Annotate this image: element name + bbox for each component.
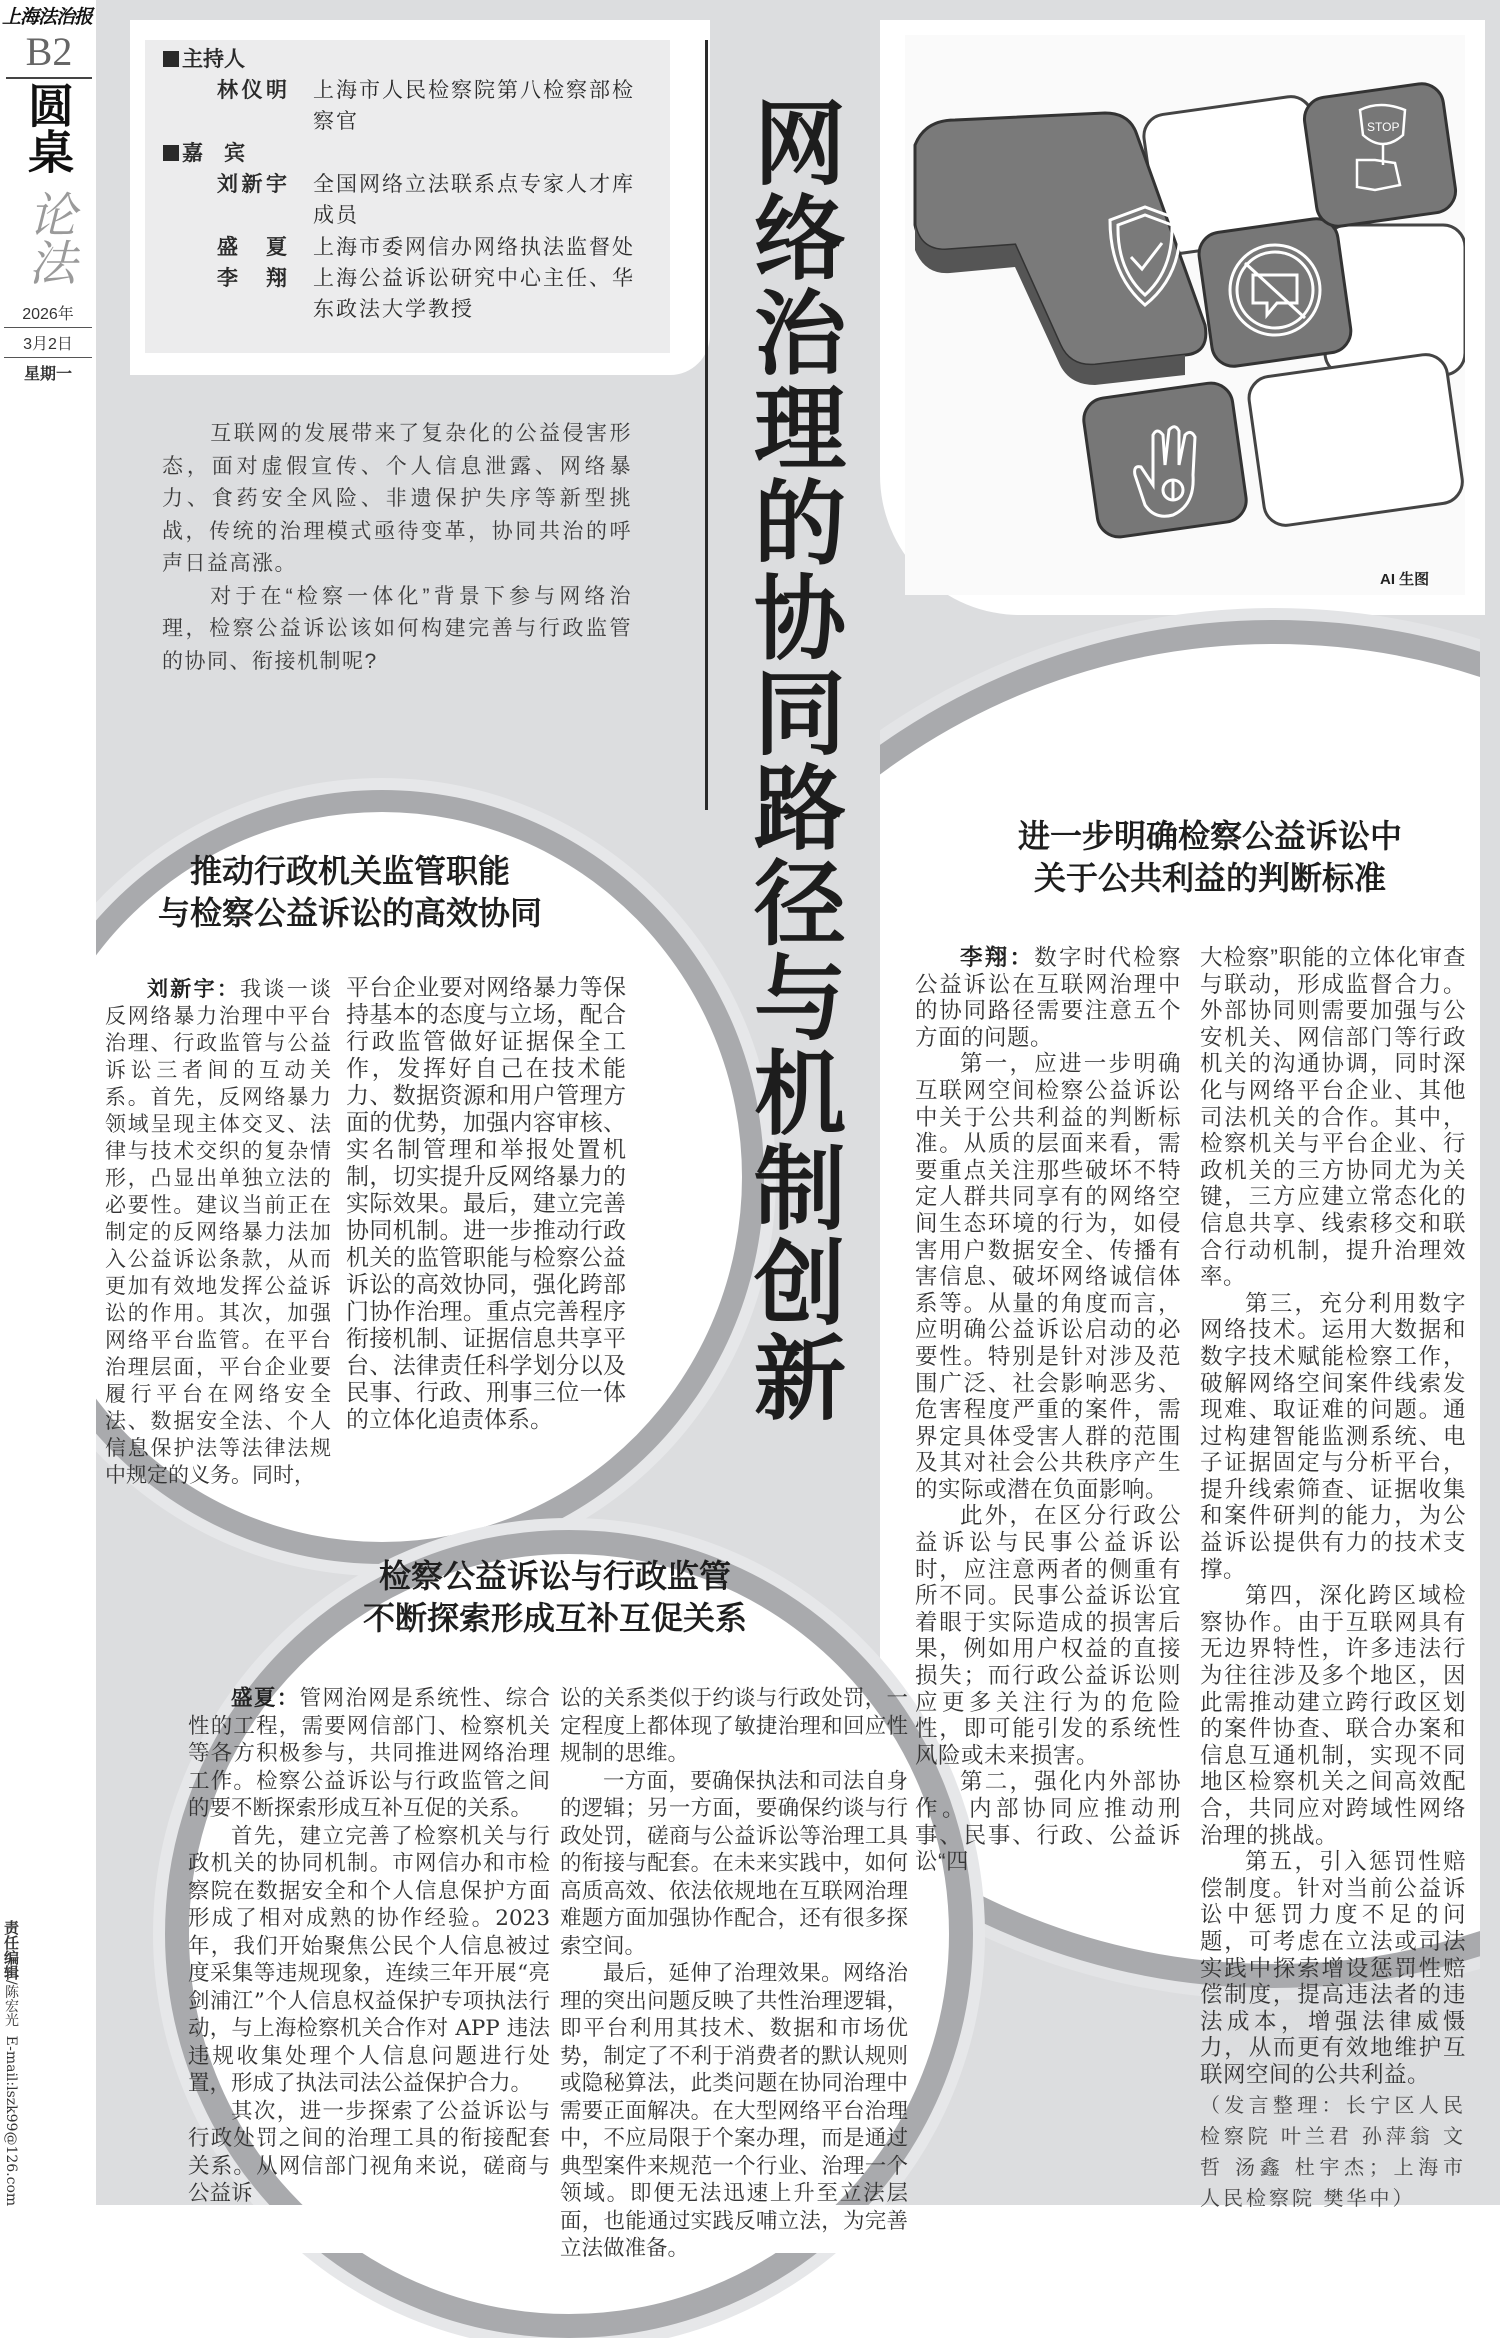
intro-paragraph: 互联网的发展带来了复杂化的公益侵害形态，面对虚假宣传、个人信息泄露、网络暴力、食药安全风险、非遗保护失序等新型挑战，传统的治理模式亟待变革，协同共治的呼声日益高涨。	[162, 422, 632, 575]
article3-paragraph: 最后，延伸了治理效果。网络治理的突出问题反映了共性治理逻辑，即平台利用其技术、数据和市场优势，制定了不利于消费者的默认规则或隐秘算法，此类问题在协同治理中需要正面解决。在大型网络平台治理中，不应局限于个案办理，而是通过典型案件来规范一个行业、治理一个领域。即便无法迅速上升至立法层面，也能通过实践反哺立法，为完善立法做准备。	[560, 1961, 908, 2261]
article2-headline	[960, 815, 1460, 899]
article2-headline-line: 进一步明确检察公益诉讼中	[1017, 817, 1402, 855]
section-name-top	[8, 82, 88, 186]
article2-paragraph: 第五，引入惩罚性赔偿制度。针对当前公益诉讼中惩罚力度不足的问题，可考虑在立法或司法实践中探索增设惩罚性赔偿制度，提高违法者的违法成本，增强法律威慑力，从而更有效地维护互联网空间的公共利益。	[1200, 1849, 1466, 2087]
speaker-name: 刘新宇：	[147, 976, 241, 1001]
date-day: 3月2日	[4, 328, 92, 358]
guest-name: 李翔	[217, 267, 287, 290]
article3-headline	[300, 1555, 810, 1639]
main-title: 网络治理的协同路径与机制创新	[739, 95, 847, 1425]
article3-column-1	[188, 1685, 550, 2208]
dark-key	[1302, 81, 1459, 229]
article3-headline-line: 不断探索形成互补互促关系	[362, 1599, 747, 1637]
article2-paragraph: 第二，强化内外部协作。内部协同应推动刑事、民事、行政、公益诉讼“四	[915, 1769, 1181, 1875]
article1-column-1	[105, 975, 331, 1489]
section-name-top-text: 圆桌	[21, 82, 75, 174]
article1-headline-line: 与检察公益诉讼的高效协同	[157, 894, 542, 932]
host-label: 主持人	[182, 48, 245, 71]
article1-headline-line: 推动行政机关监管职能	[189, 852, 510, 890]
article3-paragraph: 首先，建立完善了检察机关与行政机关的协同机制。市网信办和市检察院在数据安全和个人信息保护方面形成了相对成熟的协作经验。2023年，我们开始聚焦公民个人信息被过度采集等违规现象，连续三年开展“亮剑浦江”个人信息权益保护专项执法行动，与上海检察机关合作对 APP 违法违规收集处理个人信息问题进行处置，形成了执法司法公益保护合力。	[188, 1823, 550, 2096]
article1-paragraph: 平台企业要对网络暴力等保持基本的态度与立场，配合行政监管做好证据保全工作，发挥好自己在技术能力、数据资源和用户管理方面的优势，加强内容审核、实名制管理和举报处置机制，切实提升反网络暴力的实际效果。最后，建立完善协同机制。进一步推动行政机关的监管职能与检察公益诉讼的高效协同，强化跨部门协作治理。重点完善程序衔接机制、证据信息共享平台、法律责任科学划分以及民事、行政、刑事三位一体的立体化追责体系。	[346, 975, 626, 1433]
host-name: 林仪明	[217, 79, 287, 102]
guest-name: 盛夏	[217, 236, 287, 259]
square-bullet-icon	[163, 145, 179, 161]
intro-text	[162, 418, 632, 678]
article2-paragraph: 数字时代检察公益诉讼在互联网治理中的协同路径需要注意五个方面的问题。	[915, 945, 1181, 1050]
section-name-bottom-text: 论法	[20, 190, 76, 286]
editor-name: /陈宏光	[3, 1980, 19, 2027]
article2-column-2	[1200, 945, 1466, 2215]
article2-column-1	[915, 945, 1181, 1876]
editor-label: 责任编辑	[2, 1920, 20, 1980]
image-credit: AI 生图	[1380, 571, 1430, 588]
guest-heading	[163, 138, 245, 169]
guest-name: 刘新宇	[217, 173, 287, 196]
editor-email: E-mail:lszk99@126.com	[3, 2035, 19, 2207]
host-role: 上海市人民检察院第八检察部检察官	[313, 78, 635, 133]
article2-paragraph: 此外，在区分行政公益诉讼与民事公益诉讼时，应注意两者的侧重有所不同。民事公益诉讼宜着眼于实际造成的损害后果，例如用户权益的直接损失；而行政公益诉讼则应更多关注行为的危险性，即可能引发的系统性风险或未来损害。	[915, 1503, 1181, 1768]
article2-paragraph: 大检察”职能的立体化审查与联动，形成监督合力。外部协同则需要加强与公安机关、网信部门等行政机关的沟通协调，同时深化与网络平台企业、其他司法机关的合作。其中，检察机关与平台企业、行政机关的三方协同尤为关键，三方应建立常态化的信息共享、线索移交和联合行动机制，提升治理效率。	[1200, 945, 1466, 1290]
speaker-name: 李翔：	[960, 945, 1035, 970]
guest-role: 全国网络立法联系点专家人才库成员	[313, 172, 635, 227]
guest-role: 上海公益诉讼研究中心主任、华东政法大学教授	[313, 266, 635, 321]
section-name-bottom	[8, 190, 88, 300]
white-key	[1246, 352, 1465, 528]
article1-column-2	[346, 975, 626, 1434]
article3-column-2	[560, 1685, 908, 2263]
article1-headline	[110, 850, 590, 934]
article2-paragraph: 第四，深化跨区域检察协作。由于互联网具有无边界特性，许多违法行为往往涉及多个地区，因此需推动建立跨行政区划的案件协查、联合办案和信息互通机制，实现不同地区检察机关之间高效配合，共同应对跨域性网络治理的挑战。	[1200, 1583, 1466, 1848]
guest-role: 上海市委网信办网络执法监督处	[313, 235, 635, 259]
article3-paragraph: 一方面，要确保执法和司法自身的逻辑；另一方面，要确保约谈与行政处罚，磋商与公益诉讼等治理工具的衔接与配套。在未来实践中，如何高质高效、依法依规地在互联网治理难题方面加强协作配合，还有很多探索空间。	[560, 1768, 908, 1959]
article3-paragraph: 管网治网是系统性、综合性的工程，需要网信部门、检察机关等各方积极参与，共同推进网络治理工作。检察公益诉讼与行政监管之间的要不断探索形成互补互促的关系。	[188, 1686, 550, 1821]
article3-headline-line: 检察公益诉讼与行政监管	[378, 1557, 731, 1595]
illustration-keyboard	[905, 35, 1465, 595]
article2-paragraph: 第三，充分利用数字网络技术。运用大数据和数字技术赋能检察工作，破解网络空间案件线索发现难、取证难的问题。通过构建智能监测系统、电子证据固定与分析平台，提升线索筛查、证据收集和案件研判的能力，为公益诉讼提供有力的技术支撑。	[1200, 1290, 1466, 1582]
divider-line	[705, 40, 708, 810]
article2-headline-line: 关于公共利益的判断标准	[1033, 859, 1386, 897]
stop-sign-text: STOP	[1367, 120, 1400, 134]
article2-paragraph: 第一，应进一步明确互联网空间检察公益诉讼中关于公共利益的判断标准。从质的层面来看，需要重点关注那些破坏不特定人群共同享有的网络空间生态环境的行为，如侵害用户数据安全、传播有害信息、破坏网络诚信体系等。从量的角度而言，应明确公益诉讼启动的必要性。特别是针对涉及范围广泛、社会影响恶劣、危害程度严重的案件，需界定具体受害人群的范围及其对社会公共秩序产生的实际或潜在负面影响。	[915, 1051, 1181, 1502]
square-bullet-icon	[163, 51, 179, 67]
intro-paragraph: 对于在“检察一体化”背景下参与网络治理，检察公益诉讼该如何构建完善与行政监管的协同、衔接机制呢?	[162, 584, 632, 673]
host-heading	[163, 44, 245, 75]
editor-info	[2, 1920, 22, 2206]
date-year: 2026年	[4, 298, 92, 328]
dark-key	[1196, 216, 1353, 369]
issue-date	[4, 298, 92, 387]
host-guest-box	[145, 40, 670, 353]
article1-paragraph: 我谈一谈反网络暴力治理中平台治理、行政监管与公益诉讼三者间的互动关系。首先，反网络暴力领域呈现主体交叉、法律与技术交织的复杂情形，凸显出单独立法的必要性。建议当前正在制定的反网络暴力法加入公益诉讼条款，从而更加有效地发挥公益诉讼的作用。其次，加强网络平台监管。在平台治理层面，平台企业要履行平台在网络安全法、数据安全法、个人信息保护法等法律法规中规定的义务。同时，	[105, 977, 332, 1487]
speaker-name: 盛夏：	[231, 1686, 300, 1711]
newspaper-masthead: 上海法治报	[2, 6, 93, 28]
page-number: B2	[6, 28, 92, 79]
article3-paragraph: 其次，进一步探索了公益诉讼与行政处罚之间的治理工具的衔接配套关系。从网信部门视角来说，磋商与公益诉	[188, 2098, 550, 2206]
article3-paragraph: 讼的关系类似于约谈与行政处罚，一定程度上都体现了敏捷治理和回应性规制的思维。	[560, 1686, 908, 1766]
guest-label: 嘉 宾	[182, 142, 245, 165]
transcription-credit: （发言整理：长宁区人民检察院 叶兰君 孙萍翁 文哲 汤鑫 杜宇杰；上海市人民检察院 樊华中）	[1200, 2094, 1466, 2210]
weekday: 星期一	[23, 366, 72, 383]
